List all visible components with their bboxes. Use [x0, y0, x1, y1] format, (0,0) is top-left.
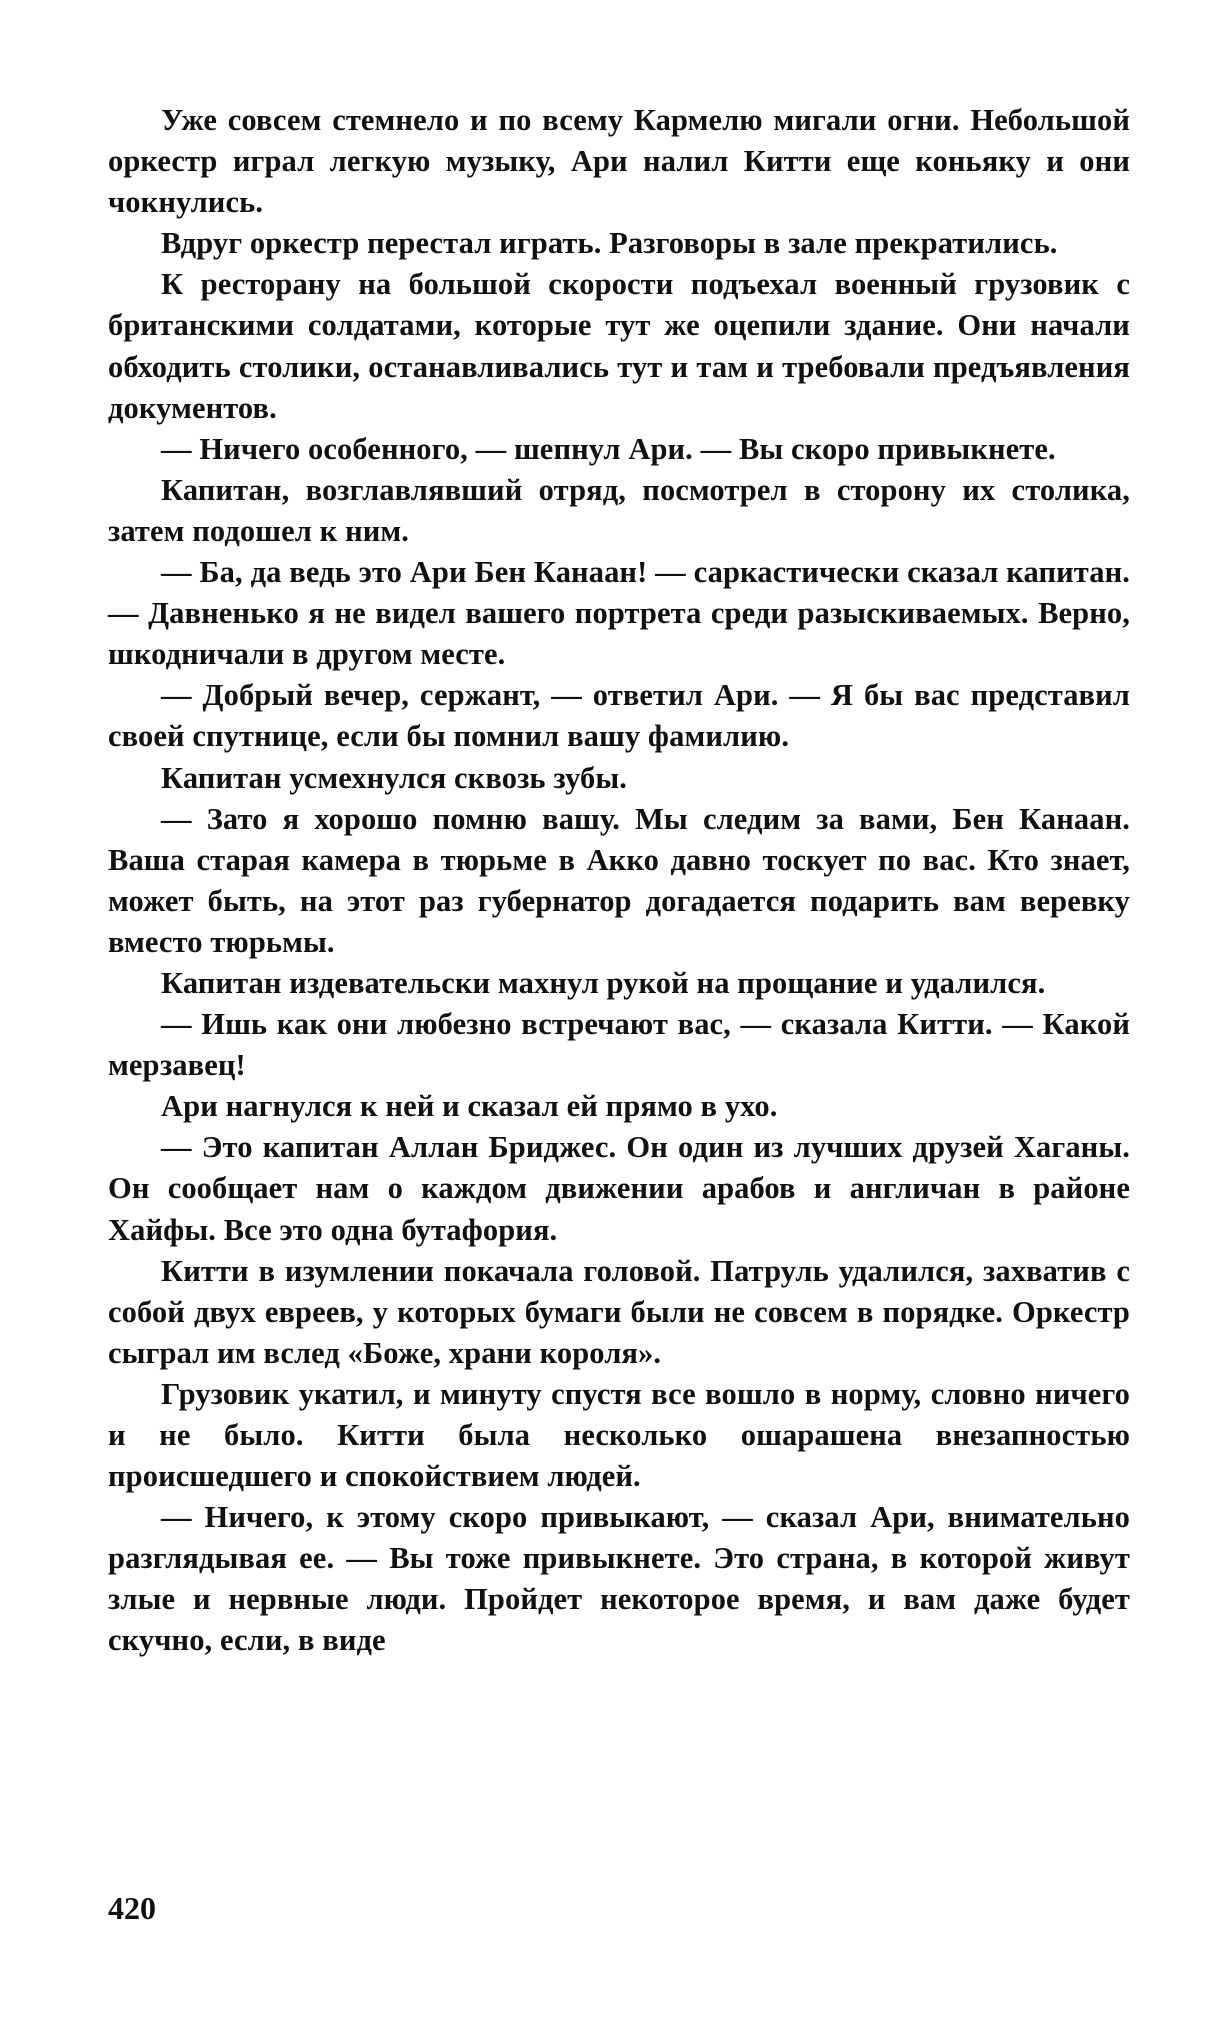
- paragraph: Ари нагнулся к ней и сказал ей прямо в ухо.: [161, 1089, 778, 1124]
- paragraph: — Это капитан Аллан Бриджес. Он один из лучших друзей Хаганы. Он сообщает нам о каждом движении арабов и англичан в районе Хайфы. Все это одна бутафория.: [108, 1130, 1130, 1247]
- page-number: 420: [108, 1890, 156, 1926]
- book-page-text: [108, 100, 1130, 1662]
- paragraph: — Ничего особенного, — шепнул Ари. — Вы скоро привыкнете.: [161, 431, 1056, 466]
- paragraph: Уже совсем стемнело и по всему Кармелю мигали огни. Небольшой оркестр играл легкую музыку, Ари налил Китти еще коньяку и они чокнулись.: [108, 103, 1130, 220]
- paragraph: — Ба, да ведь это Ари Бен Канаан! — саркастически сказал капитан. — Давненько я не видел вашего портрета среди разыскиваемых. Верно, шкодничали в другом месте.: [108, 555, 1130, 672]
- paragraph: Капитан издевательски махнул рукой на прощание и удалился.: [161, 965, 1046, 1000]
- paragraph: Китти в изумлении покачала головой. Патруль удалился, захватив с собой двух евреев, у которых бумаги были не совсем в порядке. Оркестр сыграл им вслед «Боже, храни короля».: [108, 1253, 1130, 1370]
- paragraph: Грузовик укатил, и минуту спустя все вошло в норму, словно ничего и не было. Китти была несколько ошарашена внезапностью происшедшего и спокойствием людей.: [108, 1376, 1130, 1494]
- paragraph: Капитан усмехнулся сквозь зубы.: [161, 760, 628, 795]
- paragraph: Капитан, возглавлявший отряд, посмотрел в сторону их столика, затем подошел к ним.: [108, 472, 1130, 548]
- paragraph: К ресторану на большой скорости подъехал военный грузовик с британскими солдатами, которые тут же оцепили здание. Они начали обходить столики, останавливались тут и там и требовали предъявления документов.: [108, 267, 1130, 425]
- paragraph: — Ишь как они любезно встречают вас, — сказала Китти. — Какой мерзавец!: [108, 1007, 1130, 1083]
- paragraph: — Зато я хорошо помню вашу. Мы следим за вами, Бен Канаан. Ваша старая камера в тюрьме в Акко давно тоскует по вас. Кто знает, может быть, на этот раз губернатор догадается подарить вам веревку вместо тюрьмы.: [108, 801, 1130, 959]
- paragraph: Вдруг оркестр перестал играть. Разговоры в зале прекратились.: [161, 226, 1058, 261]
- paragraph: — Добрый вечер, сержант, — ответил Ари. — Я бы вас представил своей спутнице, если бы помнил вашу фамилию.: [108, 678, 1130, 754]
- paragraph: — Ничего, к этому скоро привыкают, — сказал Ари, внимательно разглядывая ее. — Вы тоже привыкнете. Это страна, в которой живут злые и нервные люди. Пройдет некоторое время, и вам даже будет скучно, если, в виде: [108, 1500, 1130, 1658]
